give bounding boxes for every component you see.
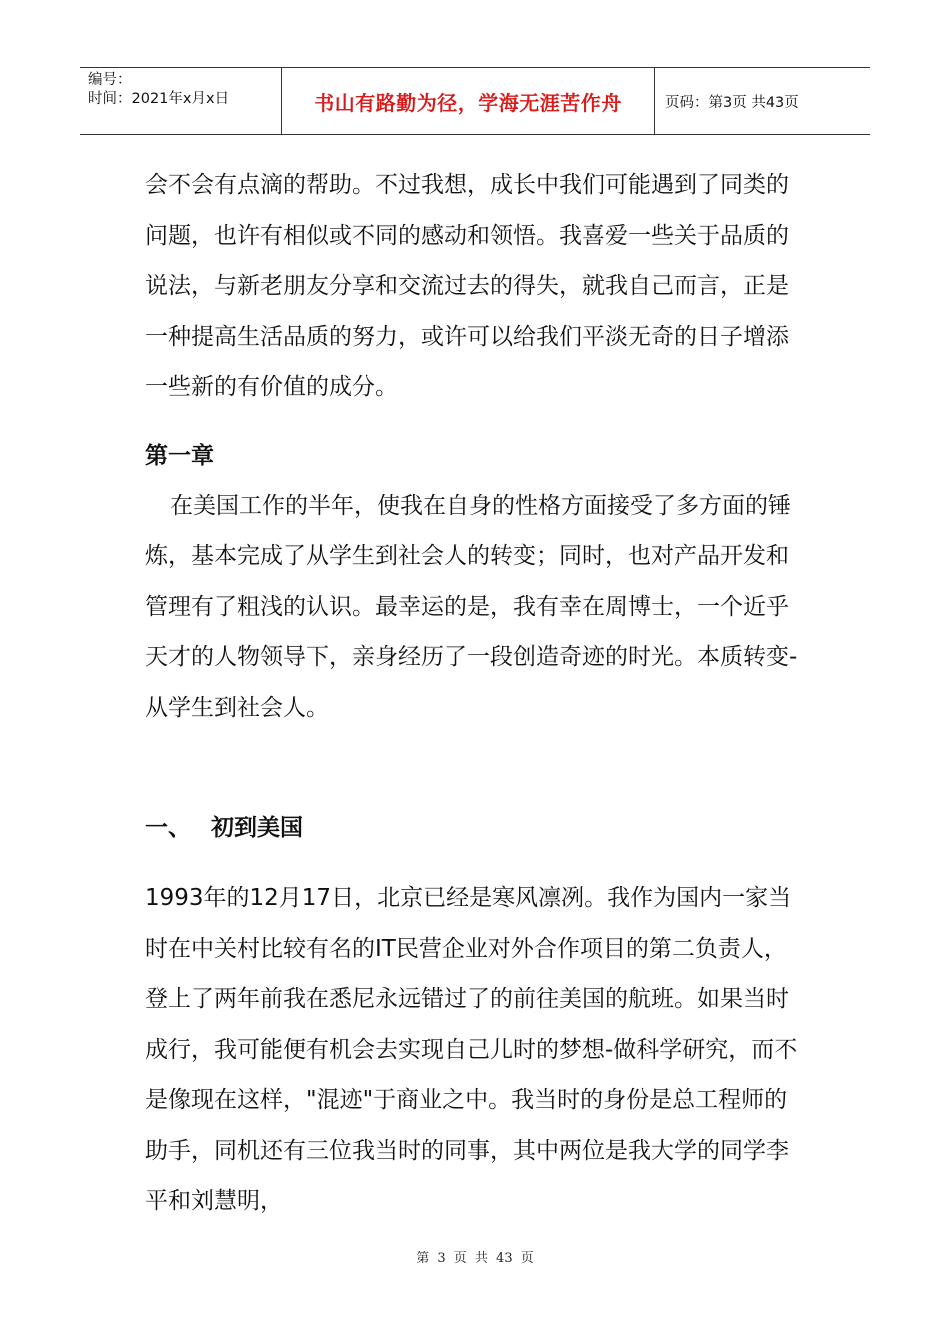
header-meta (80, 68, 282, 134)
body-paragraph: 会不会有点滴的帮助。不过我想，成长中我们可能遇到了同类的问题，也许有相似或不同的感动和领悟。我喜爱一些关于品质的说法，与新老朋友分享和交流过去的得失，就我自己而言，正是一种提高生活品质的努力，或许可以给我们平淡无奇的日子增添一些新的有价值的成分。 (145, 172, 789, 400)
section-number: 一、 (145, 815, 191, 841)
page-footer: 第 3 页 共 43 页 (416, 1251, 534, 1266)
document-number-label: 编号： (88, 72, 132, 88)
header-motto: 书山有路勤为径，学海无涯苦作舟 (282, 68, 655, 134)
header-page-info: 页码：第3页 共43页 (665, 94, 799, 111)
document-body (145, 160, 805, 1227)
section-heading (145, 803, 805, 853)
document-date: 时间：2021年x月x日 (88, 91, 230, 107)
body-paragraph: 1993年的12月17日，北京已经是寒风凛冽。我作为国内一家当时在中关村比较有名的IT民营企业对外合作项目的第二负责人，登上了两年前我在悉尼永远错过了的前往美国的航班。如果当时成行，我可能便有机会去实现自己儿时的梦想-做科学研究，而不是像现在这样，"混迹"于商业之中。我当时的身份是总工程师的助手，同机还有三位我当时的同事，其中两位是我大学的同学李平和刘慧明， (145, 885, 798, 1214)
section-title: 初到美国 (211, 815, 303, 841)
body-paragraph: 在美国工作的半年，使我在自身的性格方面接受了多方面的锤炼，基本完成了从学生到社会人的转变；同时，也对产品开发和管理有了粗浅的认识。最幸运的是，我有幸在周博士，一个近乎天才的人物领导下，亲身经历了一段创造奇迹的时光。本质转变-从学生到社会人。 (145, 492, 798, 721)
page-header (80, 67, 870, 135)
chapter-heading: 第一章 (145, 442, 214, 469)
